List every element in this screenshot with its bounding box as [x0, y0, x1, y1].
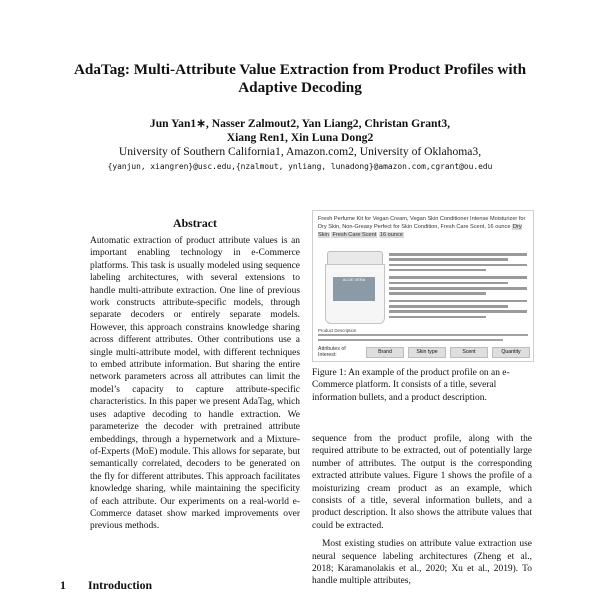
attribute-quantity: Quantity [492, 347, 530, 358]
product-description-label: Product Description [318, 328, 357, 333]
attribute-row [318, 346, 530, 358]
highlight-quantity: 16 ounce [379, 232, 403, 238]
bullet-line [389, 300, 527, 303]
bullet-line [389, 292, 486, 295]
highlight-skin-type: Dry Skin [318, 224, 522, 238]
bullet-line [389, 269, 486, 272]
bullet-line [389, 310, 527, 313]
affiliations: University of Southern California1, Amazon.com2, University of Oklahoma3, [118, 145, 482, 158]
description-line [318, 334, 528, 336]
info-bullets [389, 253, 527, 321]
attribute-brand: Brand [366, 347, 404, 358]
bullet-line [389, 253, 527, 256]
bullet-line [389, 264, 527, 267]
figure-caption: Figure 1: An example of the product profile on an e-Commerce platform. It consists of a title, several information bullets, and a product description. [312, 368, 510, 403]
attributes-label: Attributes of Interest: [318, 346, 346, 358]
section-number: 1 [60, 578, 66, 592]
product-description [318, 334, 528, 344]
bullet-line [389, 276, 527, 279]
right-column-text [312, 433, 532, 588]
paragraph: Most existing studies on attribute value extraction use neural sequence labeling architectures (Zheng et al., 2018; Karamanolakis et al., 2020; Xu et al., 2019). To handle multiple attributes, [312, 539, 532, 587]
product-image [325, 251, 383, 323]
author-emails: {yanjun, xiangren}@usc.edu,{nzalmout, ynliang, lunadong}@amazon.com,cgrant@ou.edu [107, 162, 493, 171]
jar-label: ALOE VERA [333, 277, 375, 301]
attribute-scent: Scent [450, 347, 488, 358]
attribute-skin-type: Skin type [408, 347, 446, 358]
paper-title: AdaTag: Multi-Attribute Value Extraction from Product Profiles with Adaptive Decoding [73, 61, 527, 96]
abstract-text: Automatic extraction of product attribute values is an important enabling technology in e-Commerce platforms. This task is usually modeled using sequence labeling architectures, with several extensions to handle multi-attribute extraction. One line of previous work constructs attribute-specific models, through separate decoders or entirely separate models. However, this approach constrains knowledge sharing across different attributes. Other contributions use a single multi-attribute model, with different techniques to embed attribute information. But sharing the entire network parameters across all attributes can limit the model’s capacity to capture attribute-specific characteristics. In this paper we present AdaTag, which uses adaptive decoding to handle extraction. We parameterize the decoder with pretrained attribute embeddings, through a hypernetwork and a Mixture-of-Experts (MoE) module. This allows for separate, but semantically correlated, decoders to be generated on the fly for different attributes. This approach facilitates knowledge sharing, while maintaining the specificity of each attribute. Our experiments on a real-world e-Commerce dataset show marked improvements over previous methods. [90, 236, 300, 532]
paragraph: sequence from the product profile, along with the required attribute to be extracted, out of potentially large number of attributes. The output is the corresponding extracted attribute values. Figure 1 shows the profile of a moisturizing cream product as an example, which consists of a title, several information bullets, and a product description. It also shows the attribute values that could be extracted. [312, 434, 532, 531]
bullet-line [389, 282, 508, 285]
description-line [318, 339, 503, 341]
author-names-line1: Jun Yan1∗, Nasser Zalmout2, Yan Liang2, Christan Grant3, [149, 117, 451, 130]
author-names-line2: Xiang Ren1, Xin Luna Dong2 [226, 131, 374, 144]
author-block [40, 117, 560, 174]
bullet-line [389, 258, 508, 261]
product-title-text: Fresh Perfume Kit for Vegan Cream, Vegan Skin Conditioner Intense Moisturizer for Dry Skin, Non-Greasy Perfect for Skin Condition, Fresh Care Scent, 16 ounce [318, 216, 526, 230]
section-heading-introduction [60, 578, 152, 593]
bullet-line [389, 287, 527, 290]
bullet-line [389, 316, 486, 319]
highlight-scent: Fresh Care Scent [332, 232, 377, 238]
figure-product-profile [312, 210, 534, 362]
section-title: Introduction [88, 578, 153, 592]
abstract-heading: Abstract [173, 216, 217, 230]
figure-product-title [318, 215, 528, 239]
bullet-line [389, 305, 508, 308]
